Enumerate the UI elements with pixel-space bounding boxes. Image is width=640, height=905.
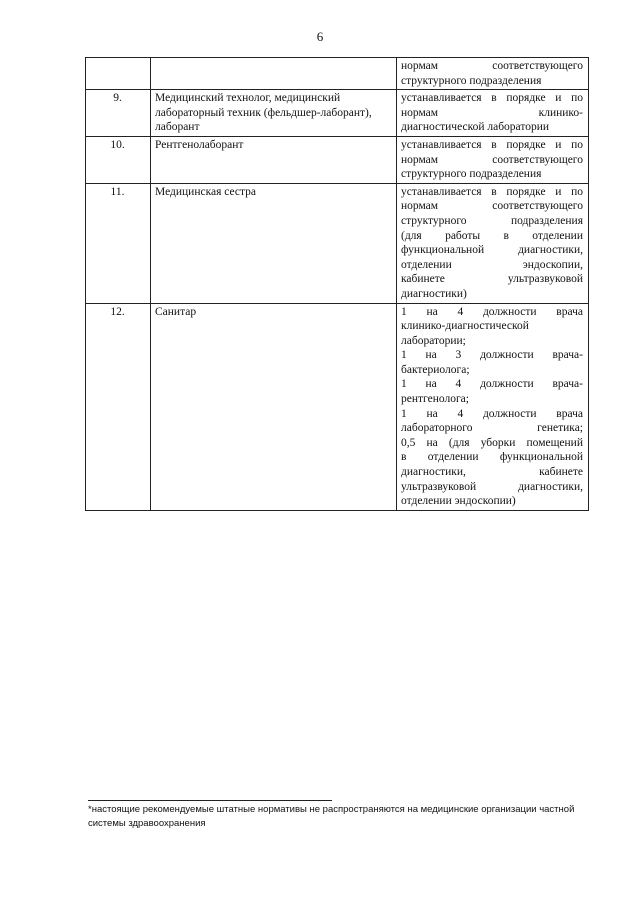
row-number: 9. (86, 90, 151, 137)
norm-text-line: лабораторного генетика; (401, 422, 583, 435)
norm-text-line: нормам соответствующего (401, 153, 583, 166)
staffing-norm (397, 136, 589, 183)
row-number: 11. (86, 183, 151, 303)
norm-text-line: (для работы в отделении (401, 229, 583, 242)
position-title: Рентгенолаборант (151, 136, 397, 183)
row-number: 12. (86, 303, 151, 510)
table-row (86, 136, 589, 183)
page-number: 6 (316, 29, 324, 44)
norm-text-line: клинико-диагностической (401, 320, 529, 333)
norm-text-line: 1 на 3 должности врача- (401, 349, 583, 362)
norm-text-line: отделении эндоскопии) (401, 495, 516, 508)
norm-text-line: лаборатории; (401, 334, 466, 347)
norm-text-line: структурного подразделения (401, 214, 583, 227)
table-row (86, 183, 589, 303)
norm-text-line: бактериолога; (401, 363, 470, 376)
norm-text-line: рентгенолога; (401, 393, 469, 406)
norm-text-line: нормам клинико- (401, 106, 583, 119)
norm-text-line: ультразвуковой диагностики, (401, 480, 583, 493)
staff-norms-table (85, 57, 589, 511)
norm-text-line: устанавливается в порядке и по (401, 92, 583, 105)
table-body (86, 58, 589, 511)
row-number: 10. (86, 136, 151, 183)
norm-text-line: кабинете ультразвуковой (401, 273, 583, 286)
norm-text-line: структурного подразделения (401, 74, 542, 87)
table-row (86, 303, 589, 510)
norm-text-line: нормам соответствующего (401, 60, 583, 72)
footnote: *настоящие рекомендуемые штатные нормативы не распространяются на медицинские организации частной системы здравоохранения (88, 804, 575, 829)
table-row (86, 90, 589, 137)
norm-text-line: структурного подразделения (401, 168, 542, 181)
staffing-norm (397, 183, 589, 303)
norm-text-line: в отделении функциональной (401, 451, 583, 464)
staffing-norm (397, 303, 589, 510)
footnote-divider (88, 800, 332, 801)
norm-text-line: устанавливается в порядке и по (401, 138, 583, 151)
row-number (86, 58, 151, 90)
norm-text-line: 1 на 4 должности врача- (401, 378, 583, 391)
norm-text-line: диагностической лаборатории (401, 121, 550, 134)
norm-text-line: диагностики) (401, 287, 467, 300)
norm-text-line: 1 на 4 должности врача (401, 305, 583, 318)
norm-text-line: функциональной диагностики, (401, 244, 583, 257)
position-title (151, 58, 397, 90)
position-title: Санитар (151, 303, 397, 510)
staffing-norm (397, 90, 589, 137)
position-title: Медицинский технолог, медицинский лабораторный техник (фельдшер-лаборант), лаборант (151, 90, 397, 137)
norm-text-line: устанавливается в порядке и по (401, 185, 583, 198)
norm-text-line: 0,5 на (для уборки помещений (401, 436, 583, 449)
staffing-norm (397, 58, 589, 90)
position-title: Медицинская сестра (151, 183, 397, 303)
norm-text-line: диагностики, кабинете (401, 466, 583, 479)
norm-text-line: отделении эндоскопии, (401, 258, 583, 271)
norm-text-line: нормам соответствующего (401, 200, 583, 213)
table-row (86, 58, 589, 90)
norm-text-line: 1 на 4 должности врача (401, 407, 583, 420)
